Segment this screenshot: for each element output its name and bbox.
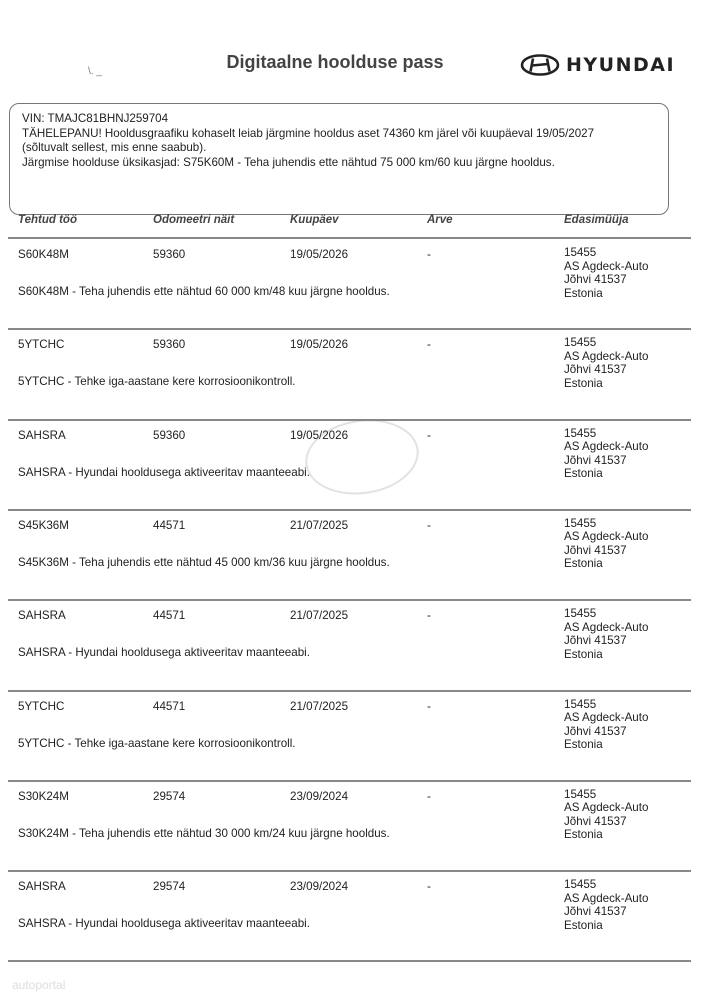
dealer-line: Estonia <box>564 647 603 661</box>
dealer-info <box>564 336 648 390</box>
work-description: 5YTCHC - Tehke iga-aastane kere korrosioonikontroll. <box>18 375 296 389</box>
col-date: Kuupäev <box>290 214 339 226</box>
work-description: S30K24M - Teha juhendis ette nähtud 30 000 km/24 kuu järgne hooldus. <box>18 826 390 840</box>
invoice-value: - <box>427 338 431 352</box>
work-description: 5YTCHC - Tehke iga-aastane kere korrosioonikontroll. <box>18 736 296 750</box>
dealer-info <box>564 517 648 571</box>
dealer-line: Estonia <box>564 286 603 300</box>
dealer-line: AS Agdeck-Auto <box>564 530 649 544</box>
table-row <box>0 600 705 690</box>
work-description: SAHSRA - Hyundai hooldusega aktiveeritav maanteeabi. <box>18 917 310 931</box>
dealer-line: AS Agdeck-Auto <box>564 620 649 634</box>
work-description: SAHSRA - Hyundai hooldusega aktiveeritav maanteeabi. <box>18 646 310 660</box>
work-code: SAHSRA <box>18 609 66 623</box>
service-date: 21/07/2025 <box>290 609 349 623</box>
dealer-line: Jõhvi 41537 <box>564 273 627 286</box>
dealer-line: 15455 <box>564 516 597 530</box>
dealer-line: Jõhvi 41537 <box>564 543 627 557</box>
dealer-line: AS Agdeck-Auto <box>564 349 649 363</box>
dealer-line: 15455 <box>564 878 597 892</box>
dealer-line: Estonia <box>564 467 603 481</box>
dealer-line: Estonia <box>564 557 603 571</box>
brand-logo <box>520 52 675 78</box>
service-date: 21/07/2025 <box>290 518 349 532</box>
dealer-info <box>564 607 648 661</box>
dealer-line: Jõhvi 41537 <box>564 814 627 828</box>
invoice-value: - <box>427 609 431 623</box>
table-row <box>0 691 705 781</box>
dealer-info <box>564 878 648 932</box>
work-description: SAHSRA - Hyundai hooldusega aktiveeritav maanteeabi. <box>18 465 310 479</box>
col-odometer: Odomeetri näit <box>153 214 235 226</box>
odometer-value: 29574 <box>153 789 186 803</box>
page-title: Digitaalne hoolduse pass <box>226 52 444 72</box>
dealer-info <box>564 698 648 752</box>
service-date: 23/09/2024 <box>290 880 349 894</box>
service-date: 21/07/2025 <box>290 699 349 713</box>
table-row <box>0 871 705 961</box>
col-work: Tehtud töö <box>18 214 77 226</box>
dealer-info <box>564 246 648 300</box>
warning-line: TÄHELEPANU! Hooldusgraafiku kohaselt leiab järgmine hooldus aset 74360 km järel või kuupäeval 19/05/2027 <box>22 126 595 140</box>
work-code: S45K36M <box>18 518 69 532</box>
service-date: 23/09/2024 <box>290 789 349 803</box>
dealer-info <box>564 427 648 481</box>
dealer-line: AS Agdeck-Auto <box>564 440 649 454</box>
work-code: 5YTCHC <box>18 338 65 352</box>
dealer-line: AS Agdeck-Auto <box>564 891 649 905</box>
dealer-line: Estonia <box>564 918 603 932</box>
dealer-line: Estonia <box>564 738 603 751</box>
dealer-line: Jõhvi 41537 <box>564 724 627 738</box>
service-date: 19/05/2026 <box>290 338 349 352</box>
dealer-line: 15455 <box>564 787 597 801</box>
dealer-info <box>564 788 648 842</box>
work-code: S60K48M <box>18 248 69 261</box>
dealer-line: Estonia <box>564 376 603 390</box>
invoice-value: - <box>427 248 431 261</box>
row-divider <box>8 960 691 962</box>
work-description: S45K36M - Teha juhendis ette nähtud 45 000 km/36 kuu järgne hooldus. <box>18 555 390 569</box>
warning-line-2: (sõltuvalt sellest, mis enne saabub). <box>22 141 207 154</box>
table-header <box>0 211 705 239</box>
odometer-value: 59360 <box>153 338 186 352</box>
col-dealer: Edasimüüja <box>564 214 629 226</box>
dealer-line: 15455 <box>564 607 597 621</box>
odometer-value: 59360 <box>153 248 186 261</box>
dealer-line: 15455 <box>564 336 597 350</box>
odometer-value: 59360 <box>153 428 186 442</box>
dealer-line: 15455 <box>564 246 597 259</box>
brand-name: HYUNDAI <box>566 54 676 76</box>
odometer-value: 29574 <box>153 880 186 894</box>
service-date: 19/05/2026 <box>290 428 349 442</box>
dealer-line: Jõhvi 41537 <box>564 905 627 919</box>
hyundai-logo-icon <box>520 54 560 76</box>
invoice-value: - <box>427 428 431 442</box>
work-code: SAHSRA <box>18 428 66 442</box>
work-code: 5YTCHC <box>18 699 65 713</box>
dealer-line: Jõhvi 41537 <box>564 363 627 377</box>
watermark: autoportal <box>12 978 66 992</box>
dealer-line: AS Agdeck-Auto <box>564 711 649 724</box>
table-row <box>0 510 705 600</box>
odometer-value: 44571 <box>153 609 186 623</box>
invoice-value: - <box>427 880 431 894</box>
dealer-line: Jõhvi 41537 <box>564 453 627 467</box>
dealer-line: 15455 <box>564 697 597 711</box>
table-row <box>0 239 705 329</box>
work-code: S30K24M <box>18 789 69 803</box>
pen-mark: \. _ <box>88 66 102 77</box>
col-invoice: Arve <box>427 214 453 226</box>
odometer-value: 44571 <box>153 518 186 532</box>
dealer-line: AS Agdeck-Auto <box>564 801 649 815</box>
dealer-line: Estonia <box>564 828 603 842</box>
dealer-line: Jõhvi 41537 <box>564 634 627 648</box>
work-description: S60K48M - Teha juhendis ette nähtud 60 000 km/48 kuu järgne hooldus. <box>18 285 390 298</box>
next-service-line: Järgmise hoolduse üksikasjad: S75K60M - Teha juhendis ette nähtud 75 000 km/60 kuu järgne hooldus. <box>22 155 555 169</box>
notice-box <box>9 103 669 215</box>
dealer-line: 15455 <box>564 426 597 440</box>
service-date: 19/05/2026 <box>290 248 349 261</box>
invoice-value: - <box>427 789 431 803</box>
odometer-value: 44571 <box>153 699 186 713</box>
invoice-value: - <box>427 518 431 532</box>
table-row <box>0 781 705 871</box>
vin-line: VIN: TMAJC81BHNJ259704 <box>22 112 169 125</box>
work-code: SAHSRA <box>18 880 66 894</box>
table-row <box>0 329 705 419</box>
dealer-line: AS Agdeck-Auto <box>564 259 649 273</box>
invoice-value: - <box>427 699 431 713</box>
